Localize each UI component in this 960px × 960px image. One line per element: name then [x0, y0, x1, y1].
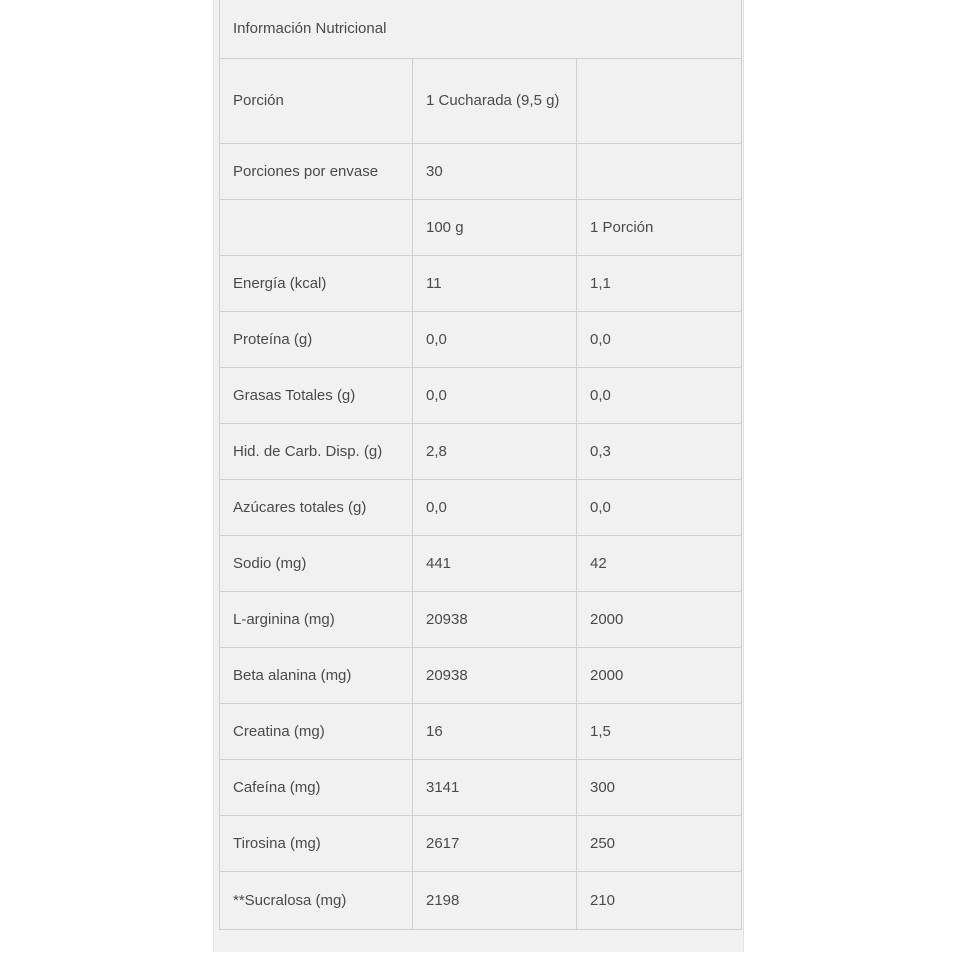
nutrient-per100: 441 [413, 535, 577, 591]
portion-label: Porción [220, 58, 413, 143]
nutrient-per100: 0,0 [413, 311, 577, 367]
table-row [220, 647, 742, 703]
nutrient-per-portion: 300 [577, 759, 742, 815]
nutrient-name: Hid. de Carb. Disp. (g) [220, 423, 413, 479]
table-row [220, 479, 742, 535]
table-row [220, 311, 742, 367]
nutrient-per100: 2198 [413, 871, 577, 929]
nutrient-per100: 20938 [413, 647, 577, 703]
nutrient-per-portion: 210 [577, 871, 742, 929]
nutrient-per-portion: 0,0 [577, 311, 742, 367]
nutrient-name: Sodio (mg) [220, 535, 413, 591]
table-row [220, 703, 742, 759]
nutrient-per100: 0,0 [413, 479, 577, 535]
nutrient-name: Beta alanina (mg) [220, 647, 413, 703]
nutrient-name: L-arginina (mg) [220, 591, 413, 647]
column-header-per-portion: 1 Porción [577, 199, 742, 255]
nutrient-per100: 20938 [413, 591, 577, 647]
table-row [220, 255, 742, 311]
nutrient-per-portion: 1,5 [577, 703, 742, 759]
nutrient-name: Energía (kcal) [220, 255, 413, 311]
portion-extra [577, 58, 742, 143]
table-row [220, 815, 742, 871]
nutrient-per-portion: 42 [577, 535, 742, 591]
nutrient-per-portion: 0,0 [577, 479, 742, 535]
table-row [220, 535, 742, 591]
nutrient-per-portion: 2000 [577, 591, 742, 647]
servings-extra [577, 143, 742, 199]
nutrient-per-portion: 2000 [577, 647, 742, 703]
nutrient-name: Cafeína (mg) [220, 759, 413, 815]
column-header-row [220, 199, 742, 255]
nutrient-per100: 2617 [413, 815, 577, 871]
column-header-blank [220, 199, 413, 255]
nutrient-name: Creatina (mg) [220, 703, 413, 759]
nutrient-per100: 3141 [413, 759, 577, 815]
nutrient-rows [220, 255, 742, 929]
nutrient-name: Proteína (g) [220, 311, 413, 367]
nutrient-per-portion: 0,0 [577, 367, 742, 423]
table-row [220, 591, 742, 647]
nutrition-table [219, 0, 742, 930]
table-row [220, 367, 742, 423]
table-title-row [220, 0, 742, 58]
nutrient-per100: 11 [413, 255, 577, 311]
nutrient-name: Tirosina (mg) [220, 815, 413, 871]
nutrient-per-portion: 250 [577, 815, 742, 871]
servings-row [220, 143, 742, 199]
table-title: Información Nutricional [220, 0, 742, 58]
nutrient-name: Azúcares totales (g) [220, 479, 413, 535]
nutrient-per100: 0,0 [413, 367, 577, 423]
servings-label: Porciones por envase [220, 143, 413, 199]
nutrient-per-portion: 0,3 [577, 423, 742, 479]
portion-row [220, 58, 742, 143]
nutrient-name: **Sucralosa (mg) [220, 871, 413, 929]
servings-value: 30 [413, 143, 577, 199]
nutrient-name: Grasas Totales (g) [220, 367, 413, 423]
table-row [220, 423, 742, 479]
nutrient-per-portion: 1,1 [577, 255, 742, 311]
column-header-per100: 100 g [413, 199, 577, 255]
table-row [220, 871, 742, 929]
nutrient-per100: 16 [413, 703, 577, 759]
portion-value: 1 Cucharada (9,5 g) [413, 58, 577, 143]
nutrient-per100: 2,8 [413, 423, 577, 479]
table-row [220, 759, 742, 815]
